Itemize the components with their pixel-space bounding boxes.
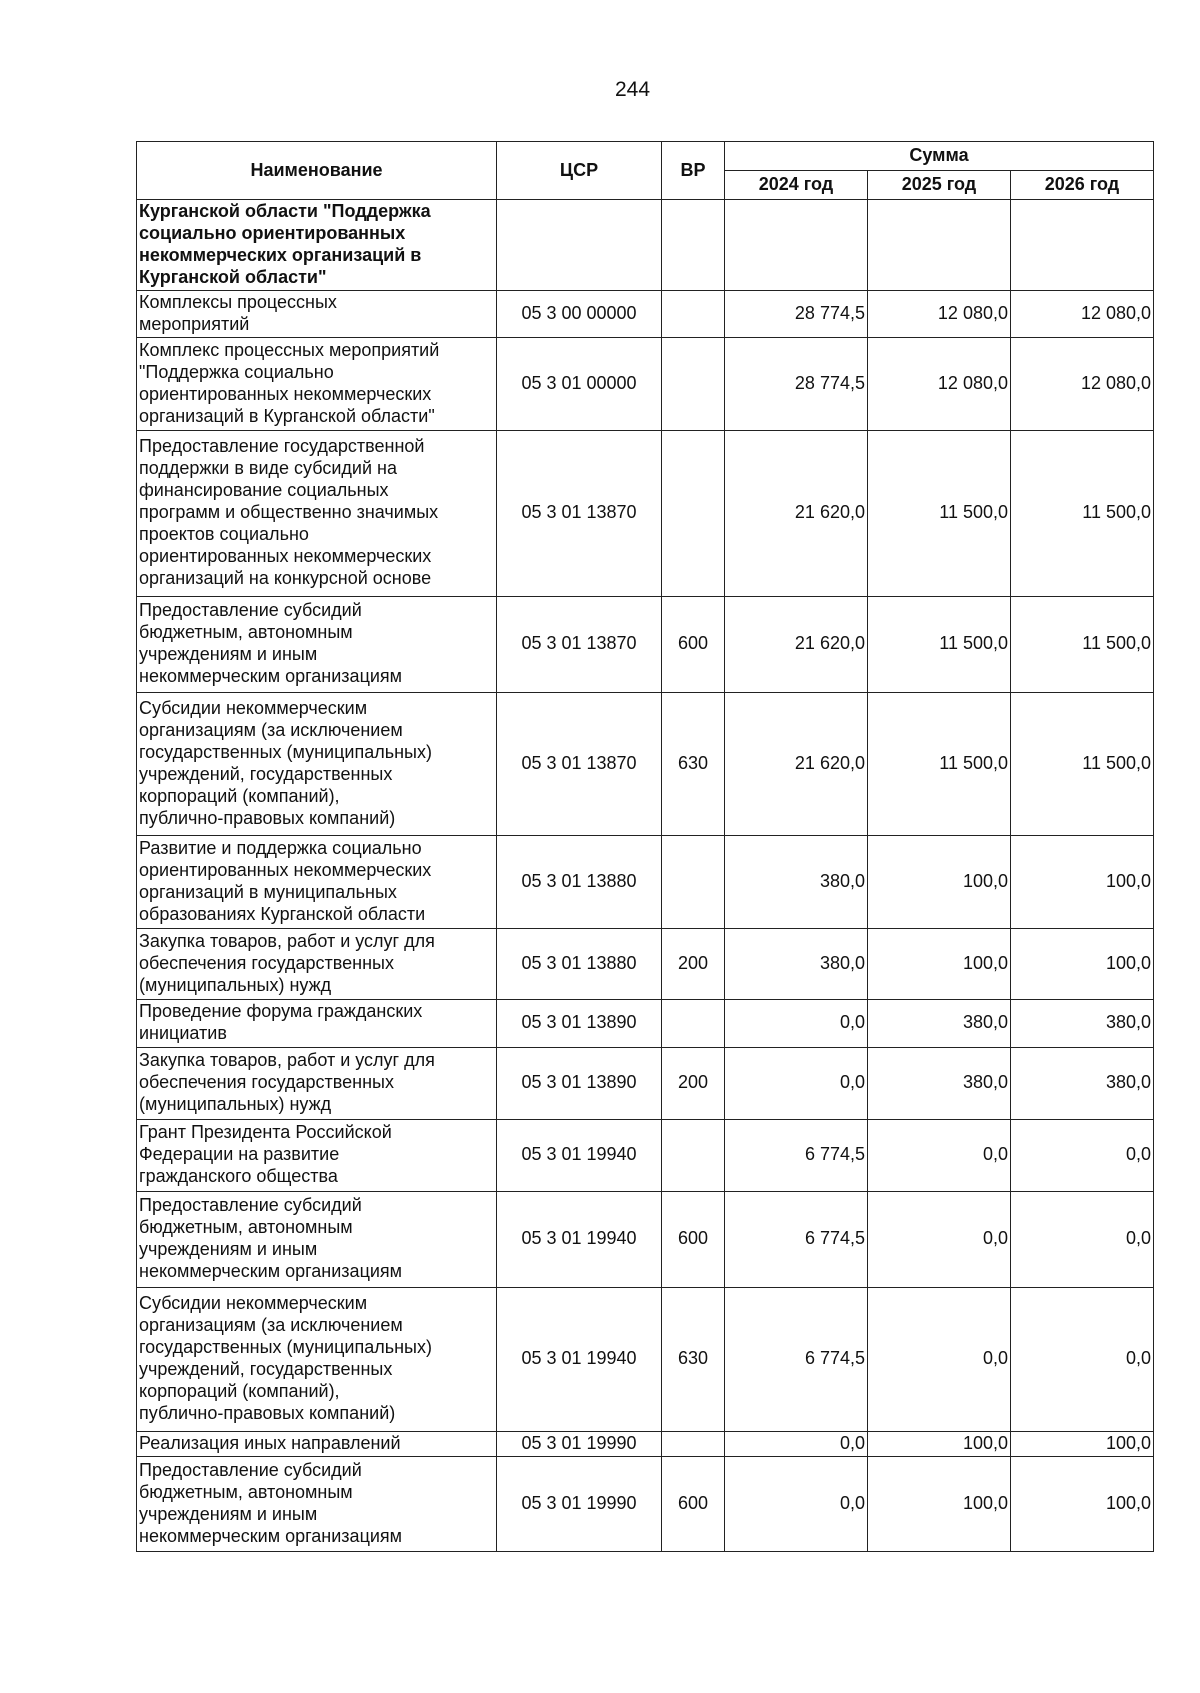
row-2025-cell: 100,0 <box>868 928 1011 999</box>
row-csr-cell: 05 3 01 19990 <box>497 1431 662 1456</box>
row-2026-cell: 100,0 <box>1011 1456 1154 1551</box>
row-2025-cell: 100,0 <box>868 1456 1011 1551</box>
row-2026-cell: 0,0 <box>1011 1287 1154 1431</box>
row-2025-cell: 100,0 <box>868 835 1011 928</box>
row-csr-cell: 05 3 01 13880 <box>497 835 662 928</box>
header-year-2024: 2024 год <box>725 171 868 200</box>
row-2024-cell: 28 774,5 <box>725 337 868 430</box>
table-row <box>137 337 1154 430</box>
row-2025-cell: 11 500,0 <box>868 430 1011 596</box>
row-2024-cell: 21 620,0 <box>725 596 868 692</box>
row-name-cell <box>137 290 497 337</box>
row-2025-cell: 380,0 <box>868 999 1011 1047</box>
row-name-cell <box>137 596 497 692</box>
row-csr-cell: 05 3 01 19940 <box>497 1119 662 1191</box>
row-name-cell <box>137 835 497 928</box>
table-row <box>137 430 1154 596</box>
row-2026-cell: 100,0 <box>1011 928 1154 999</box>
row-vr-cell: 600 <box>662 1191 725 1287</box>
table-row <box>137 928 1154 999</box>
row-name-cell <box>137 1047 497 1119</box>
row-2026-cell: 12 080,0 <box>1011 337 1154 430</box>
row-2024-cell: 6 774,5 <box>725 1119 868 1191</box>
row-2026-cell: 0,0 <box>1011 1119 1154 1191</box>
header-year-2025: 2025 год <box>868 171 1011 200</box>
row-2025-cell <box>868 200 1011 291</box>
row-2026-cell: 100,0 <box>1011 1431 1154 1456</box>
table-row <box>137 692 1154 835</box>
row-name-cell <box>137 928 497 999</box>
row-name-cell <box>137 999 497 1047</box>
row-name-cell <box>137 1456 497 1551</box>
budget-table <box>136 141 1154 1552</box>
row-vr-cell: 630 <box>662 692 725 835</box>
row-csr-cell <box>497 200 662 291</box>
row-csr-cell: 05 3 01 13870 <box>497 692 662 835</box>
row-2024-cell: 0,0 <box>725 1047 868 1119</box>
table-row <box>137 835 1154 928</box>
row-name-text: Предоставление государственной поддержки в виде субсидий на финансирование социальных программ и общественно значимых проектов социально ориентированных некоммерческих организаций на конкурсной основе <box>139 436 439 589</box>
row-2026-cell: 0,0 <box>1011 1191 1154 1287</box>
row-name-cell <box>137 1119 497 1191</box>
page-number: 244 <box>614 78 651 101</box>
row-name-text: Предоставление субсидий бюджетным, автономным учреждениям и иным некоммерческим организациям <box>139 1195 403 1282</box>
header-vr: ВР <box>662 142 725 200</box>
table-row <box>137 1119 1154 1191</box>
row-2026-cell: 11 500,0 <box>1011 430 1154 596</box>
row-2024-cell: 0,0 <box>725 1456 868 1551</box>
table-row <box>137 1047 1154 1119</box>
table-row <box>137 290 1154 337</box>
row-csr-cell: 05 3 01 00000 <box>497 337 662 430</box>
table-body <box>137 200 1154 1552</box>
row-csr-cell: 05 3 01 19940 <box>497 1287 662 1431</box>
row-2026-cell: 11 500,0 <box>1011 596 1154 692</box>
table-row <box>137 999 1154 1047</box>
row-vr-cell <box>662 999 725 1047</box>
row-vr-cell <box>662 835 725 928</box>
row-csr-cell: 05 3 01 13870 <box>497 596 662 692</box>
row-csr-cell: 05 3 01 13870 <box>497 430 662 596</box>
row-vr-cell <box>662 1119 725 1191</box>
row-2024-cell: 6 774,5 <box>725 1191 868 1287</box>
row-2026-cell: 380,0 <box>1011 999 1154 1047</box>
row-name-text: Проведение форума гражданских инициатив <box>139 1001 423 1044</box>
row-vr-cell <box>662 337 725 430</box>
row-2024-cell: 0,0 <box>725 1431 868 1456</box>
row-vr-cell <box>662 1431 725 1456</box>
row-2025-cell: 0,0 <box>868 1287 1011 1431</box>
header-sum: Сумма <box>725 142 1154 171</box>
row-csr-cell: 05 3 00 00000 <box>497 290 662 337</box>
row-name-text: Грант Президента Российской Федерации на развитие гражданского общества <box>139 1122 392 1187</box>
header-csr: ЦСР <box>497 142 662 200</box>
row-2025-cell: 12 080,0 <box>868 290 1011 337</box>
row-csr-cell: 05 3 01 19990 <box>497 1456 662 1551</box>
row-2024-cell: 28 774,5 <box>725 290 868 337</box>
row-name-cell <box>137 1431 497 1456</box>
row-2025-cell: 11 500,0 <box>868 596 1011 692</box>
row-2025-cell: 0,0 <box>868 1119 1011 1191</box>
row-2024-cell: 380,0 <box>725 835 868 928</box>
table-row <box>137 1431 1154 1456</box>
row-name-cell <box>137 200 497 291</box>
table-row <box>137 596 1154 692</box>
row-csr-cell: 05 3 01 13890 <box>497 1047 662 1119</box>
row-name-text: Субсидии некоммерческим организациям (за исключением государственных (муниципальных) учреждений, государственных корпораций (компаний), публично-правовых компаний) <box>139 697 432 828</box>
row-name-text: Курганской области "Поддержка социально ориентированных некоммерческих организаций в Курганской области" <box>139 201 431 287</box>
row-vr-cell: 600 <box>662 596 725 692</box>
row-2025-cell: 380,0 <box>868 1047 1011 1119</box>
header-name: Наименование <box>137 142 497 200</box>
row-name-text: Развитие и поддержка социально ориентированных некоммерческих организаций в муниципальных образованиях Курганской области <box>139 837 432 924</box>
row-name-text: Предоставление субсидий бюджетным, автономным учреждениям и иным некоммерческим организациям <box>139 1459 403 1546</box>
row-vr-cell: 600 <box>662 1456 725 1551</box>
table-row <box>137 200 1154 291</box>
row-vr-cell: 200 <box>662 1047 725 1119</box>
row-csr-cell: 05 3 01 13890 <box>497 999 662 1047</box>
row-2026-cell: 11 500,0 <box>1011 692 1154 835</box>
row-2025-cell: 0,0 <box>868 1191 1011 1287</box>
row-vr-cell: 630 <box>662 1287 725 1431</box>
row-2026-cell: 12 080,0 <box>1011 290 1154 337</box>
row-name-text: Комплекс процессных мероприятий "Поддержка социально ориентированных некоммерческих организаций в Курганской области" <box>139 339 440 426</box>
row-vr-cell <box>662 200 725 291</box>
row-vr-cell: 200 <box>662 928 725 999</box>
row-2024-cell: 0,0 <box>725 999 868 1047</box>
row-name-text: Закупка товаров, работ и услуг для обеспечения государственных (муниципальных) нужд <box>139 930 435 995</box>
row-name-cell <box>137 430 497 596</box>
row-vr-cell <box>662 430 725 596</box>
row-2024-cell: 380,0 <box>725 928 868 999</box>
row-2024-cell: 6 774,5 <box>725 1287 868 1431</box>
row-name-text: Закупка товаров, работ и услуг для обеспечения государственных (муниципальных) нужд <box>139 1050 435 1115</box>
row-2024-cell: 21 620,0 <box>725 430 868 596</box>
row-vr-cell <box>662 290 725 337</box>
table-row <box>137 1287 1154 1431</box>
row-name-text: Комплексы процессных мероприятий <box>139 291 337 334</box>
row-csr-cell: 05 3 01 19940 <box>497 1191 662 1287</box>
row-csr-cell: 05 3 01 13880 <box>497 928 662 999</box>
row-2025-cell: 12 080,0 <box>868 337 1011 430</box>
row-name-text: Субсидии некоммерческим организациям (за исключением государственных (муниципальных) учреждений, государственных корпораций (компаний), публично-правовых компаний) <box>139 1293 432 1424</box>
row-2026-cell <box>1011 200 1154 291</box>
row-2024-cell <box>725 200 868 291</box>
row-2026-cell: 380,0 <box>1011 1047 1154 1119</box>
row-name-cell <box>137 692 497 835</box>
row-2025-cell: 11 500,0 <box>868 692 1011 835</box>
row-name-text: Предоставление субсидий бюджетным, автономным учреждениям и иным некоммерческим организациям <box>139 600 403 687</box>
table-row <box>137 1191 1154 1287</box>
row-name-text: Реализация иных направлений <box>139 1432 401 1453</box>
header-year-2026: 2026 год <box>1011 171 1154 200</box>
row-name-cell <box>137 337 497 430</box>
row-name-cell <box>137 1191 497 1287</box>
table-row <box>137 1456 1154 1551</box>
row-2024-cell: 21 620,0 <box>725 692 868 835</box>
row-2025-cell: 100,0 <box>868 1431 1011 1456</box>
row-2026-cell: 100,0 <box>1011 835 1154 928</box>
row-name-cell <box>137 1287 497 1431</box>
